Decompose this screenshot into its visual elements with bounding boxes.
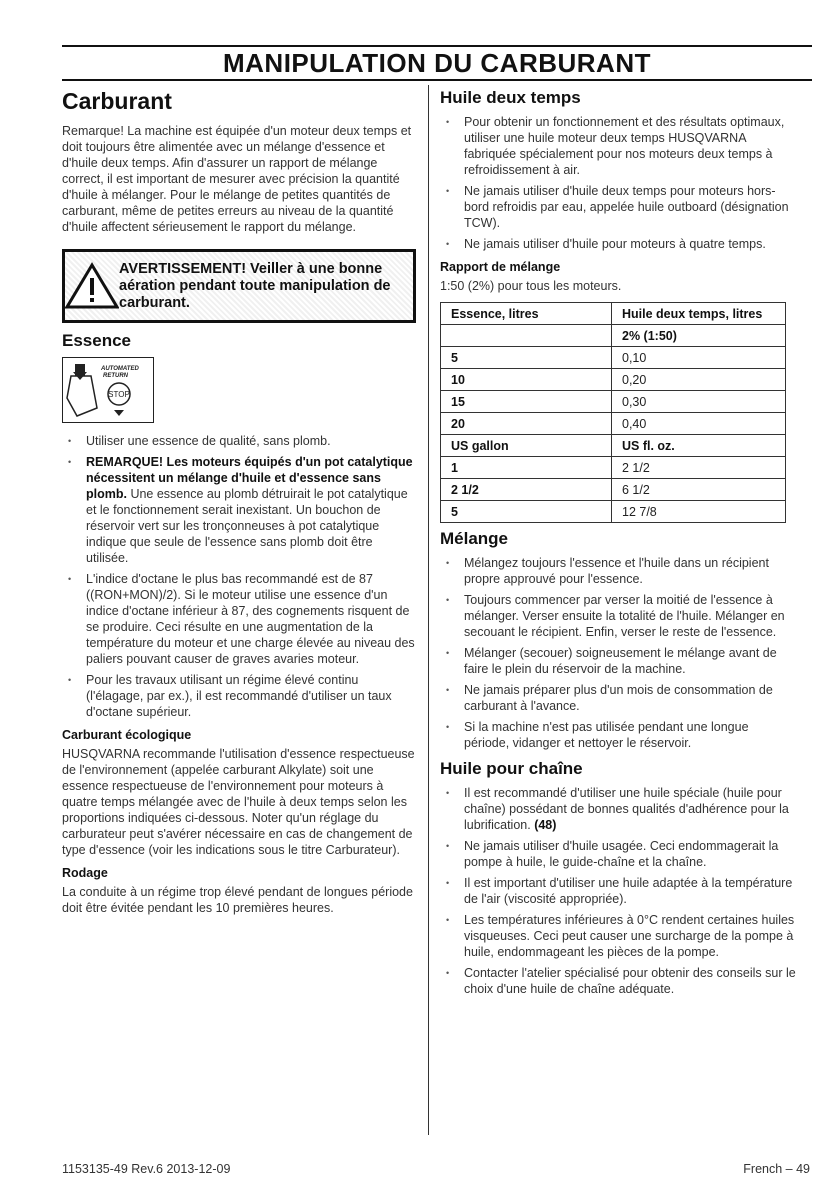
table-row [441,413,786,435]
essence-list [62,433,416,720]
table-header-essence: Essence, litres [441,303,612,325]
icon-label-stop: STOP [108,390,130,399]
list-item [62,571,416,667]
table-cell: 0,10 [612,347,786,369]
melange-b1: Mélangez toujours l'essence et l'huile dans un récipient propre approuvé pour l'essence. [464,556,769,586]
warning-triangle-icon [65,262,119,310]
table-cell: 2 1/2 [612,457,786,479]
right-column [440,88,796,1005]
warning-box [62,249,416,323]
table-cell: 5 [441,501,612,523]
table-header-us-gallon: US gallon [441,435,612,457]
list-item [440,875,796,907]
essence-b2-rest: Une essence au plomb détruirait le pot catalytique et le fonctionnement serait inexistant. Un bouchon de réservoir vert sur les tronçonneuses à pot catalytique indique que seule de l'essence sans plomb doit être utilisée. [86,487,408,565]
chaine-b5: Contacter l'atelier spécialisé pour obtenir des conseils sur le choix d'une huile de chaîne adéquate. [464,966,796,996]
chaine-list [440,785,796,997]
icon-label-automated: AUTOMATED [101,366,139,372]
essence-b3: L'indice d'octane le plus bas recommandé est de 87 ((RON+MON)/2). Si le moteur utilise une essence d'un indice d'octane inférieur à 87, des cognements risquent de se produire. Ceci résulte en une augmentation de la température du moteur et une charge élevée au niveau des paliers pouvant causer de graves avaries moteur. [86,572,415,666]
list-item [440,785,796,833]
header-rule-top [62,45,812,47]
table-cell [441,325,612,347]
fuel-pump-stop-icon [62,357,154,423]
table-row [441,325,786,347]
table-cell: 5 [441,347,612,369]
chaine-b3: Il est important d'utiliser une huile adaptée à la température de l'air (viscosité appropriée). [464,876,793,906]
huile2t-list [440,114,796,252]
list-item [440,236,796,252]
table-cell: 20 [441,413,612,435]
melange-b2: Toujours commencer par verser la moitié de l'essence à mélanger. Verser ensuite la totalité de l'huile. Mélanger en secouant le récipient. Enfin, verser le reste de l'essence. [464,593,785,639]
list-item [440,719,796,751]
table-row [441,501,786,523]
table-row [441,391,786,413]
table-cell: 0,20 [612,369,786,391]
table-header-huile: Huile deux temps, litres [612,303,786,325]
essence-b1: Utiliser une essence de qualité, sans plomb. [86,434,331,448]
list-item [62,672,416,720]
table-row [441,369,786,391]
huile2t-b2: Ne jamais utiliser d'huile deux temps pour moteurs hors-bord refroidis par eau, appelée huile outboard (désignation TCW). [464,184,789,230]
footer-page-number: French – 49 [743,1162,810,1176]
chaine-b4: Les températures inférieures à 0°C rendent certaines huiles visqueuses. Ceci peut causer une surcharge de la pompe à huile, endommageant les pièces de la pompe. [464,913,795,959]
essence-b2-bold: REMARQUE! Les moteurs équipés d'un pot catalytique nécessitent un mélange d'huile et d'essence sans plomb. [86,455,413,501]
list-item [440,183,796,231]
huile2t-b3: Ne jamais utiliser d'huile pour moteurs à quatre temps. [464,237,766,251]
melange-b5: Si la machine n'est pas utilisée pendant une longue période, vidanger et nettoyer le réservoir. [464,720,749,750]
table-cell: 1 [441,457,612,479]
melange-heading: Mélange [440,529,509,548]
table-cell: 12 7/8 [612,501,786,523]
chaine-b1: Il est recommandé d'utiliser une huile spéciale (huile pour chaîne) possédant de bonnes qualités d'adhérence pour la lubrification. [464,786,789,832]
mix-table [440,302,786,523]
table-header-ratio: 2% (1:50) [612,325,786,347]
list-item [440,114,796,178]
page-title: MANIPULATION DU CARBURANT [223,48,651,78]
essence-heading: Essence [62,331,131,350]
table-header-us-floz: US fl. oz. [612,435,786,457]
huile2t-b1: Pour obtenir un fonctionnement et des résultats optimaux, utiliser une huile moteur deux temps HUSQVARNA fabriquée spécialement pour nos moteurs deux temps à refroidissement à air. [464,115,785,177]
table-cell: 0,40 [612,413,786,435]
melange-b3: Mélanger (secouer) soigneusement le mélange avant de faire le plein du réservoir de la machine. [464,646,777,676]
rodage-heading: Rodage [62,866,108,880]
melange-list [440,555,796,751]
rapport-heading: Rapport de mélange [440,260,561,274]
icon-label-return: RETURN [103,373,128,379]
table-cell: 0,30 [612,391,786,413]
list-item [440,965,796,997]
left-column [62,88,416,924]
rodage-text: La conduite à un régime trop élevé pendant de longues période doit être évitée pendant les 10 premières heures. [62,885,413,915]
table-cell: 15 [441,391,612,413]
list-item [440,645,796,677]
eco-text: HUSQVARNA recommande l'utilisation d'essence respectueuse de l'environnement (appelée carburant Alkylate) soit une essence respectueuse de l'environnement pour moteurs à quatre temps mélangée avec de l'huile à deux temps selon les proportions indiquées ci-dessous. Noter qu'un réglage du carburateur peut s'avérer nécessaire en cas de changement de type d'essence (voir les indications sous le titre Carburateur). [62,747,415,857]
table-cell: 6 1/2 [612,479,786,501]
chaine-b2: Ne jamais utiliser d'huile usagée. Ceci endommagerait la pompe à huile, le guide-chaîne et la chaîne. [464,839,779,869]
table-row [441,457,786,479]
list-item [440,838,796,870]
column-divider [428,85,429,1135]
table-row [441,479,786,501]
footer-doc-id: 1153135-49 Rev.6 2013-12-09 [62,1162,231,1176]
list-item [440,555,796,587]
huile2t-heading: Huile deux temps [440,88,581,107]
rapport-text: 1:50 (2%) pour tous les moteurs. [440,279,622,293]
carburant-text: Remarque! La machine est équipée d'un moteur deux temps et doit toujours être alimentée avec un mélange d'essence et d'huile deux temps. Afin d'assurer un rapport de mélange correct, il est important de mesurer avec précision la quantité d'huile à mélanger. Pour le mélange de petites quantités de carburant, même de petites erreurs au niveau de la quantité d'huile affectent sérieusement le rapport du mélange. [62,124,412,234]
header-rule-bottom [62,79,812,81]
carburant-heading: Carburant [62,88,172,114]
table-row [441,303,786,325]
essence-b4: Pour les travaux utilisant un régime élevé continu (l'élagage, par ex.), il est recommandé d'utiliser un taux d'octane supérieur. [86,673,392,719]
melange-b4: Ne jamais préparer plus d'un mois de consommation de carburant à l'avance. [464,683,773,713]
warning-text: AVERTISSEMENT! Veiller à une bonne aération pendant toute manipulation de carburant. [119,260,391,311]
chaine-heading: Huile pour chaîne [440,759,583,778]
list-item [440,682,796,714]
list-item [440,592,796,640]
table-row [441,347,786,369]
list-item [62,433,416,449]
table-cell: 2 1/2 [441,479,612,501]
table-row [441,435,786,457]
list-item [62,454,416,566]
figure-ref: (48) [534,818,557,832]
table-cell: 10 [441,369,612,391]
eco-heading: Carburant écologique [62,728,192,742]
list-item [440,912,796,960]
